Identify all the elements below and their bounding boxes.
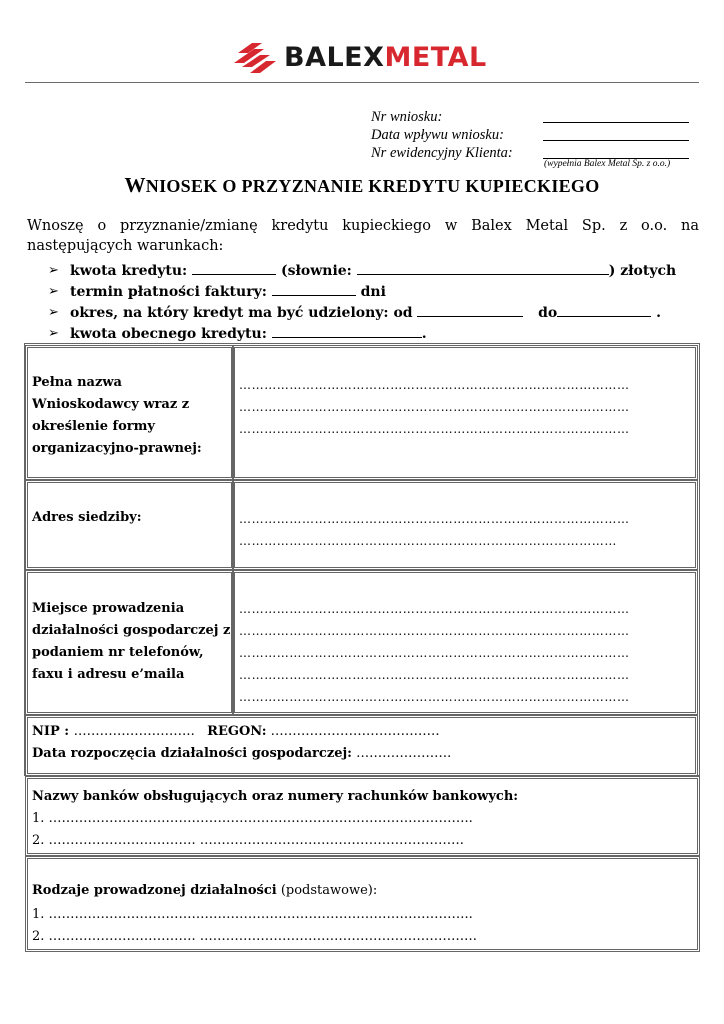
currency-label: ) złotych <box>608 263 677 279</box>
credit-period-label: okres, na który kredyt ma być udzielony: od <box>70 305 418 321</box>
nip-label: NIP : <box>32 724 74 739</box>
business-line-5[interactable]: ………………………………………………………………………………… <box>239 690 630 704</box>
logo-stripes-icon <box>232 41 278 75</box>
business-value-cell <box>232 570 698 715</box>
arrow-bullet-icon: ➢ <box>48 263 59 278</box>
payment-term-label: termin płatności faktury: <box>70 284 272 300</box>
period-from-field[interactable] <box>417 302 523 317</box>
application-number-label: Nr wniosku: <box>371 109 443 125</box>
registration-cell <box>25 715 698 776</box>
condition-credit-period <box>48 302 708 323</box>
logo-word-red: METAL <box>384 42 487 73</box>
period-to-label: do <box>538 305 558 321</box>
business-line-4[interactable]: ………………………………………………………………………………… <box>239 668 630 682</box>
page-title <box>0 173 724 198</box>
business-label-cell <box>25 570 234 715</box>
activity-line-2[interactable]: 2. ……………………………. ………………………………………………………. <box>32 929 477 944</box>
condition-payment-term <box>48 281 708 302</box>
applicant-label: Pełna nazwa Wnioskodawcy wraz z określenie formy organizacyjno-prawnej: <box>32 375 202 456</box>
address-value-cell <box>232 480 698 570</box>
arrow-bullet-icon: ➢ <box>48 284 59 299</box>
arrow-bullet-icon: ➢ <box>48 305 59 320</box>
meta-row-application-number <box>371 108 701 126</box>
period-end-dot: . <box>651 305 661 321</box>
applicant-line-2[interactable]: ………………………………………………………………………………… <box>239 400 630 414</box>
receipt-date-field[interactable] <box>543 126 689 141</box>
period-to-field[interactable] <box>557 302 651 317</box>
applicant-value-cell <box>232 345 698 480</box>
current-credit-field[interactable] <box>272 323 422 338</box>
arrow-bullet-icon: ➢ <box>48 326 59 341</box>
meta-row-receipt-date <box>371 126 701 144</box>
applicant-line-3[interactable]: ………………………………………………………………………………… <box>239 422 630 436</box>
intro-paragraph: Wnoszę o przyznanie/zmianę kredytu kupieckiego w Balex Metal Sp. z o.o. na następujących warunkach: <box>27 218 699 254</box>
header-divider <box>25 82 699 83</box>
office-use-note: (wypełnia Balex Metal Sp. z o.o.) <box>544 159 671 169</box>
application-number-field[interactable] <box>543 108 689 123</box>
logo-wordmark <box>284 40 487 76</box>
business-location-label: Miejsce prowadzenia działalności gospodarczej z podaniem nr telefonów, faxu i adresu e’maila <box>32 601 231 682</box>
title-initial: W <box>124 173 146 197</box>
conditions-list <box>48 260 708 344</box>
payment-term-field[interactable] <box>272 281 356 296</box>
condition-current-credit <box>48 323 708 344</box>
regon-label: REGON: <box>207 724 267 739</box>
regon-field[interactable]: ………………………………… <box>266 724 440 739</box>
business-line-3[interactable]: ………………………………………………………………………………… <box>239 646 630 660</box>
receipt-date-label: Data wpływu wniosku: <box>371 127 504 143</box>
logo-word-dark: BALEX <box>284 42 385 73</box>
address-label-cell <box>25 480 234 570</box>
address-line-2[interactable]: ……………………………………………………………………………… <box>239 534 617 548</box>
client-number-label: Nr ewidencyjny Klienta: <box>371 145 513 161</box>
address-line-1[interactable]: ………………………………………………………………………………… <box>239 512 630 526</box>
applicant-label-cell <box>25 345 234 480</box>
title-rest: NIOSEK O PRZYZNANIE KREDYTU KUPIECKIEGO <box>145 176 600 196</box>
bank-line-2[interactable]: 2. ……………………………. ……………………………………………………. <box>32 833 464 848</box>
start-date-row <box>32 743 451 765</box>
nip-regon-row <box>32 721 440 743</box>
activity-line-1[interactable]: 1. …………………………………………………………………………………….. <box>32 907 473 922</box>
nip-field[interactable]: ………………………. <box>73 724 195 739</box>
business-line-2[interactable]: ………………………………………………………………………………… <box>239 624 630 638</box>
banks-cell <box>25 776 700 856</box>
activity-note: (podstawowe): <box>276 883 378 898</box>
condition-credit-amount <box>48 260 708 281</box>
credit-amount-words-field[interactable] <box>357 260 609 275</box>
credit-words-label: (słownie: <box>276 263 357 279</box>
activity-cell <box>25 856 700 952</box>
client-number-field[interactable] <box>543 144 689 159</box>
bank-line-1[interactable]: 1. …………………………………………………………………………………….. <box>32 811 473 826</box>
business-line-1[interactable]: ………………………………………………………………………………… <box>239 602 630 616</box>
start-date-field[interactable]: …………………. <box>351 746 452 761</box>
days-label: dni <box>355 284 386 300</box>
credit-amount-field[interactable] <box>192 260 276 275</box>
office-use-block <box>371 108 701 162</box>
banks-label: Nazwy banków obsługujących oraz numery rachunków bankowych: <box>32 789 519 804</box>
current-credit-dot: . <box>421 326 427 342</box>
activity-label: Rodzaje prowadzonej działalności <box>32 883 277 898</box>
applicant-line-1[interactable]: ………………………………………………………………………………… <box>239 378 630 392</box>
start-date-label: Data rozpoczęcia działalności gospodarczej: <box>32 746 352 761</box>
current-credit-label: kwota obecnego kredytu: <box>70 326 272 342</box>
balex-metal-logo <box>232 40 487 76</box>
credit-amount-label: kwota kredytu: <box>70 263 193 279</box>
address-label: Adres siedziby: <box>32 510 142 525</box>
